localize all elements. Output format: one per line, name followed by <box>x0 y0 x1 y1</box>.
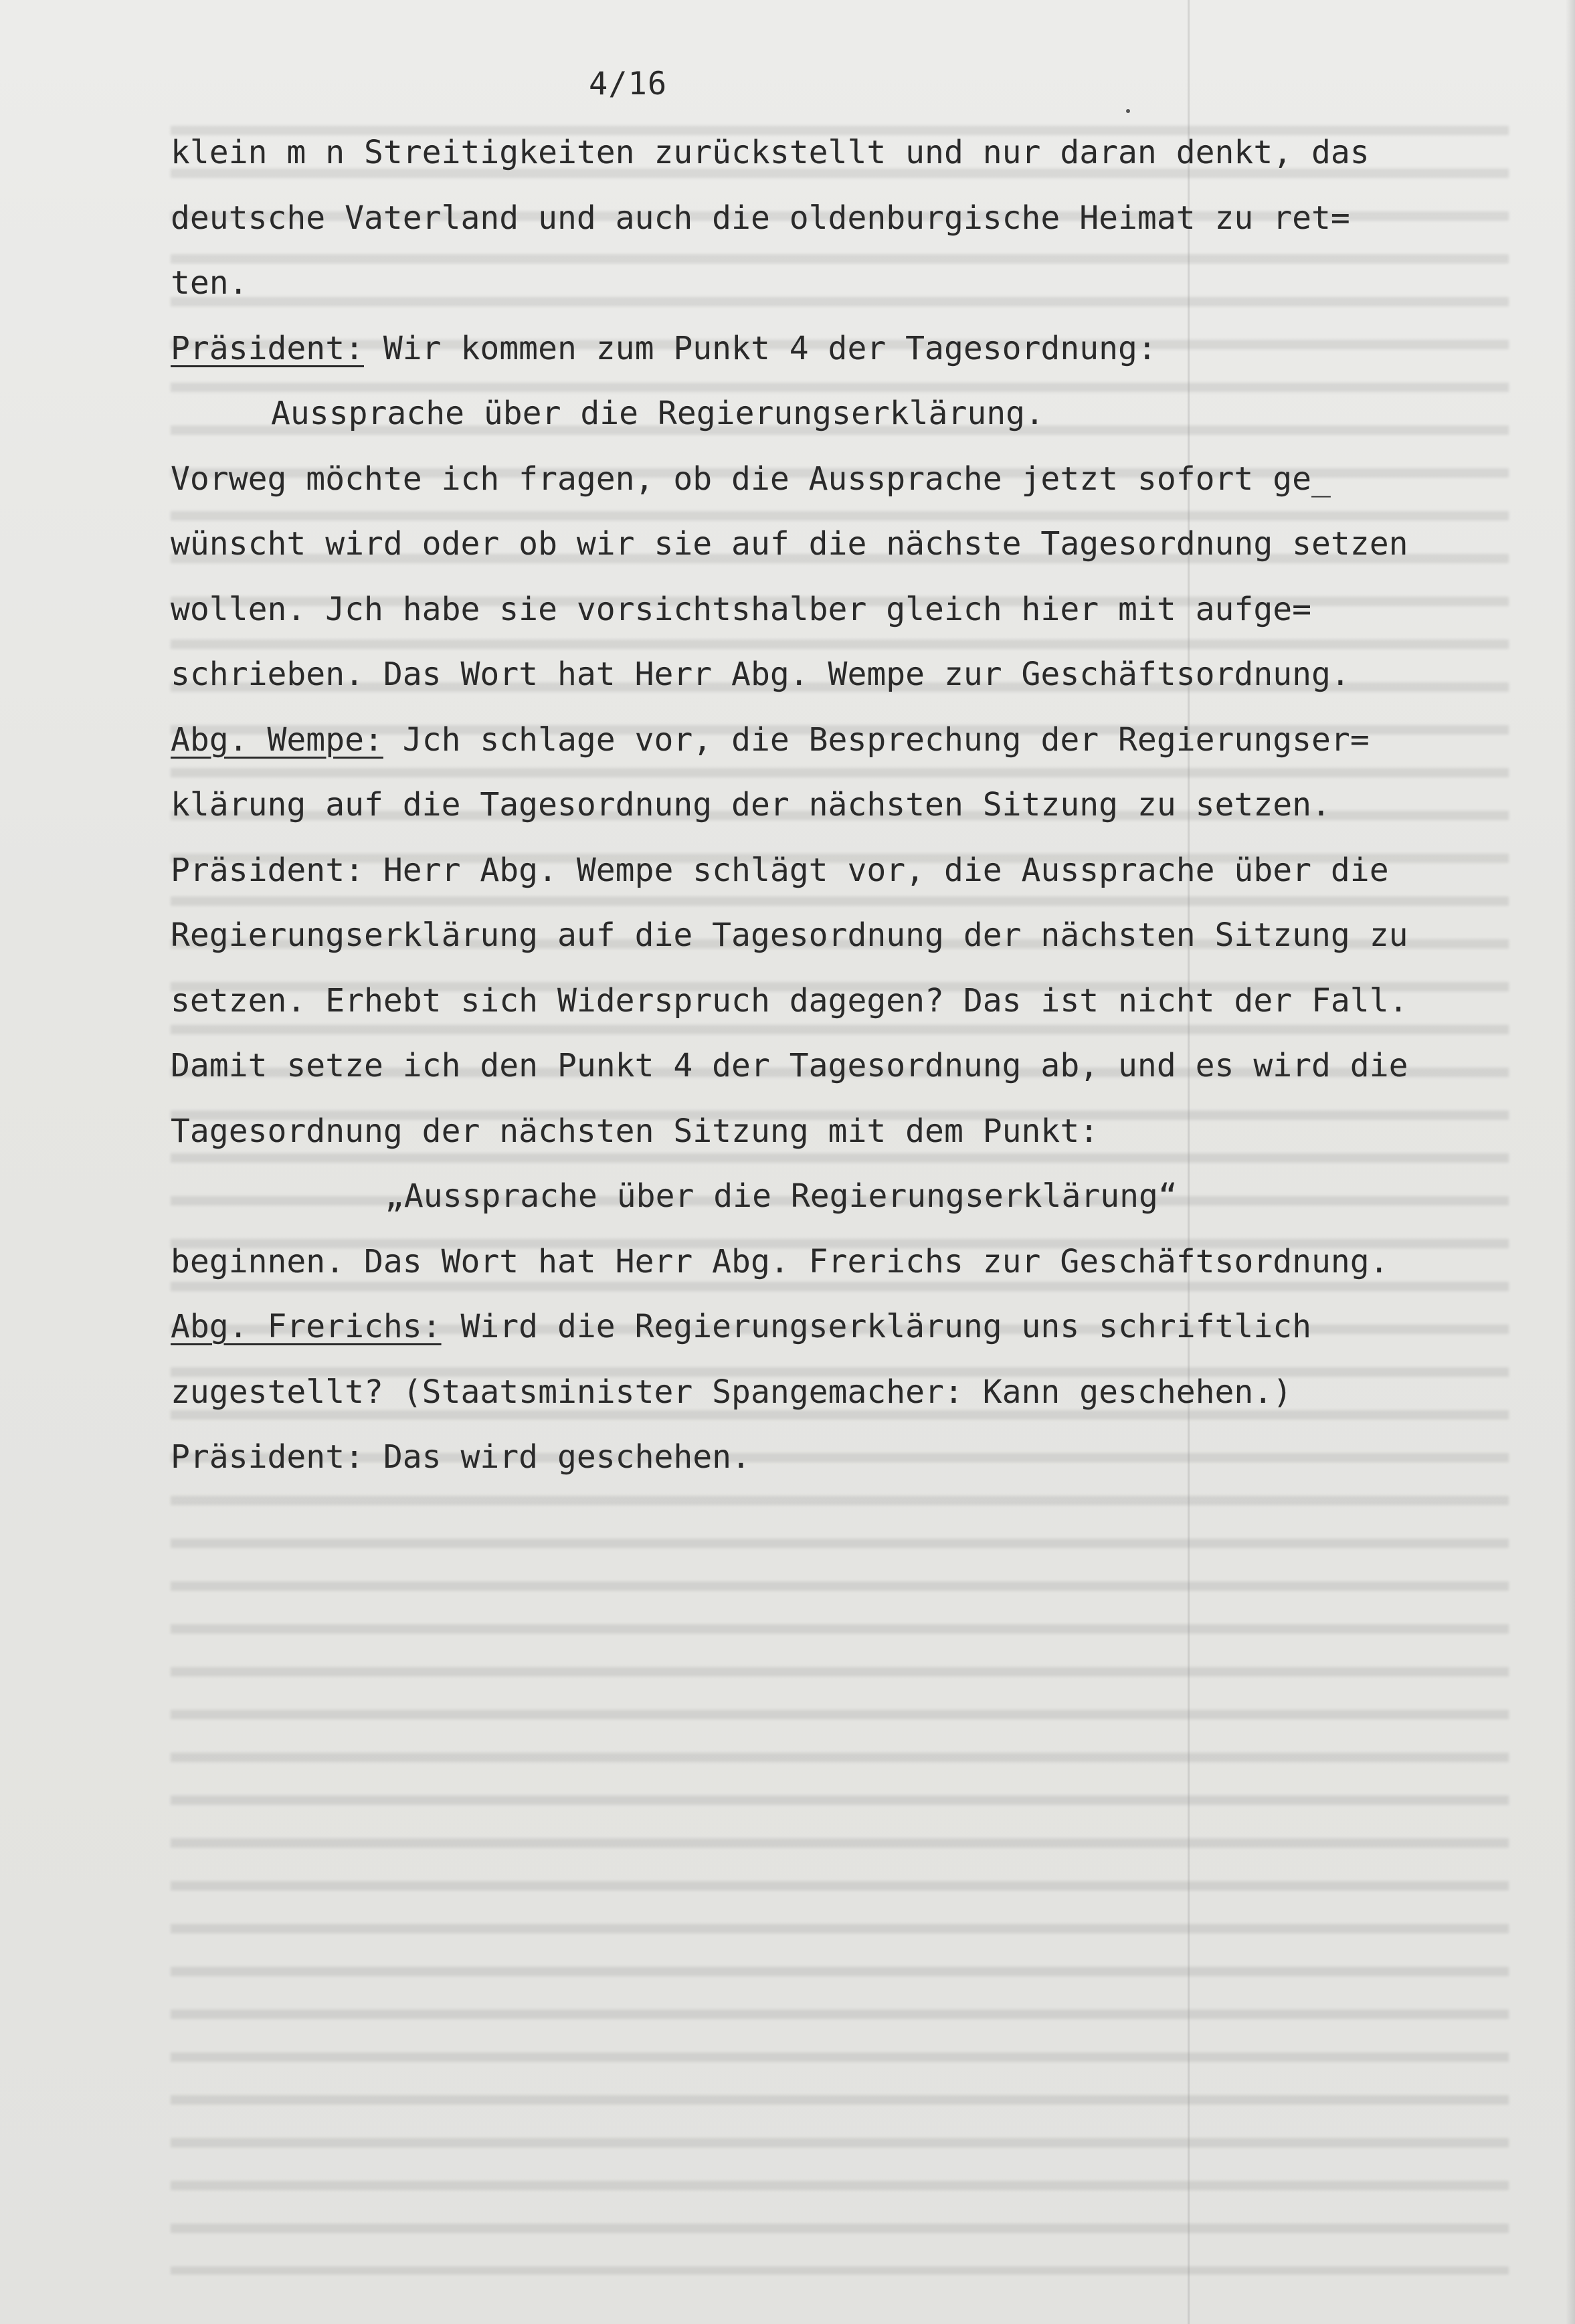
text-line: klärung auf die Tagesordnung der nächsten Sitzung zu setzen. <box>171 786 1331 824</box>
text-line: schrieben. Das Wort hat Herr Abg. Wempe zur Geschäftsordnung. <box>171 656 1350 693</box>
text-line: Regierungserklärung auf die Tagesordnung der nächsten Sitzung zu <box>171 916 1408 954</box>
speaker-label: Abg. Wempe: <box>171 720 383 759</box>
speaker-line: Abg. Wempe: Jch schlage vor, die Besprechung der Regierungser= <box>171 720 1370 759</box>
speaker-label: Abg. Frerichs: <box>171 1308 442 1345</box>
text-line: setzen. Erhebt sich Widerspruch dagegen? Das ist nicht der Fall. <box>171 981 1408 1020</box>
transcript-body <box>171 120 1536 1490</box>
agenda-item: Aussprache über die Regierungserklärung. <box>271 395 1044 432</box>
text-line: deutsche Vaterland und auch die oldenburgische Heimat zu ret= <box>171 199 1350 237</box>
text-line: ten. <box>171 264 248 302</box>
speaker-line: Abg. Frerichs: Wird die Regierungserklärung uns schriftlich <box>171 1308 1312 1345</box>
text-line: Vorweg möchte ich fragen, ob die Aussprache jetzt sofort ge_ <box>171 460 1331 498</box>
speaker-line: Präsident: Wir kommen zum Punkt 4 der Tagesordnung: <box>171 329 1157 367</box>
agenda-item: „Aussprache über die Regierungserklärung“ <box>385 1177 1178 1215</box>
text-line: Damit setze ich den Punkt 4 der Tagesordnung ab, und es wird die <box>171 1047 1408 1084</box>
text-line: wollen. Jch habe sie vorsichtshalber gleich hier mit aufge= <box>171 590 1312 628</box>
text-line: Tagesordnung der nächsten Sitzung mit dem Punkt: <box>171 1112 1099 1150</box>
ink-speck <box>1126 109 1130 113</box>
page-edge <box>1566 0 1575 2324</box>
text-line: beginnen. Das Wort hat Herr Abg. Frerichs zur Geschäftsordnung. <box>171 1242 1389 1280</box>
text-line: Präsident: Das wird geschehen. <box>171 1438 751 1476</box>
text-line: Präsident: Herr Abg. Wempe schlägt vor, die Aussprache über die <box>171 851 1389 889</box>
text-line: wünscht wird oder ob wir sie auf die nächste Tagesordnung setzen <box>171 525 1408 563</box>
text-line: klein m n Streitigkeiten zurückstellt und nur daran denkt, das <box>171 134 1370 171</box>
text-line: zugestellt? (Staatsminister Spangemacher: Kann geschehen.) <box>171 1373 1293 1411</box>
page-number: 4/16 <box>589 66 668 102</box>
speaker-label: Präsident: <box>171 329 364 367</box>
